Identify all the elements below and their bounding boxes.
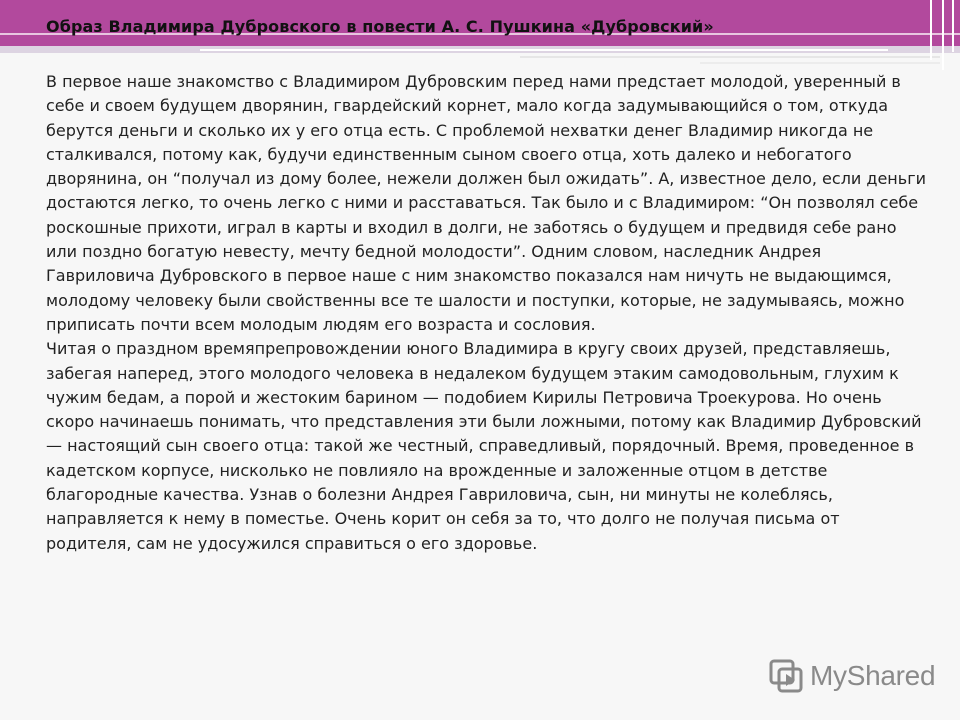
decorative-stripe — [520, 56, 940, 58]
decorative-stripe — [200, 49, 888, 51]
slide-body — [46, 70, 926, 556]
watermark-text: MyShared — [810, 660, 936, 691]
decorative-vertical-line — [930, 0, 932, 60]
paragraph: Читая о праздном времяпрепровождении юного Владимира в кругу своих друзей, представляешь, забегая наперед, этого молодого человека в недалеком будущем этаким самодовольным, глухим к чужим бедам, а порой и жестоким барином — подобием Кирилы Петровича Троекурова. Но очень скоро начинаешь понимать, что представления эти были ложными, потому как Владимир Дубровский — настоящий сын своего отца: такой же честный, справедливый, порядочный. Время, проведенное в кадетском корпусе, нисколько не повлияло на врожденные и заложенные отцом в детстве благородные качества. Узнав о болезни Андрея Гавриловича, сын, ни минуты не колеблясь, направляется к нему в поместье. Очень корит он себя за то, что долго не получая письма от родителя, сам не удосужился справиться о его здоровье. — [46, 339, 922, 553]
decorative-vertical-line — [942, 0, 944, 70]
paragraph: В первое наше знакомство с Владимиром Дубровским перед нами предстает молодой, уверенный в себе и своем будущем дворянин, гвардейский корнет, мало когда задумывающийся о том, откуда берутся деньги и сколько их у его отца есть. С проблемой нехватки денег Владимир никогда не сталкивался, потому как, будучи единственным сыном своего отца, хоть далеко и небогатого дворянина, он “получал из дому более, нежели должен был ожидать”. А, известное дело, если деньги достаются легко, то очень легко с ними и расставаться. Так было и с Владимиром: “Он позволял себе роскошные прихоти, играл в карты и входил в долги, не заботясь о будущем и предвидя себе рано или поздно богатую невесту, мечту бедной молодости”. Одним словом, наследник Андрея Гавриловича Дубровского в первое наше с ним знакомство показался нам ничуть не выдающимся, молодому человеку были свойственны все те шалости и поступки, которые, не задумываясь, можно приписать почти всем молодым людям его возраста и сословия. — [46, 72, 926, 334]
watermark-logo — [768, 654, 935, 698]
myshared-logo-icon — [768, 658, 804, 694]
page-title: Образ Владимира Дубровского в повести А. С. Пушкина «Дубровский» — [46, 17, 714, 36]
decorative-vertical-line — [952, 0, 954, 52]
decorative-stripe — [700, 62, 940, 64]
